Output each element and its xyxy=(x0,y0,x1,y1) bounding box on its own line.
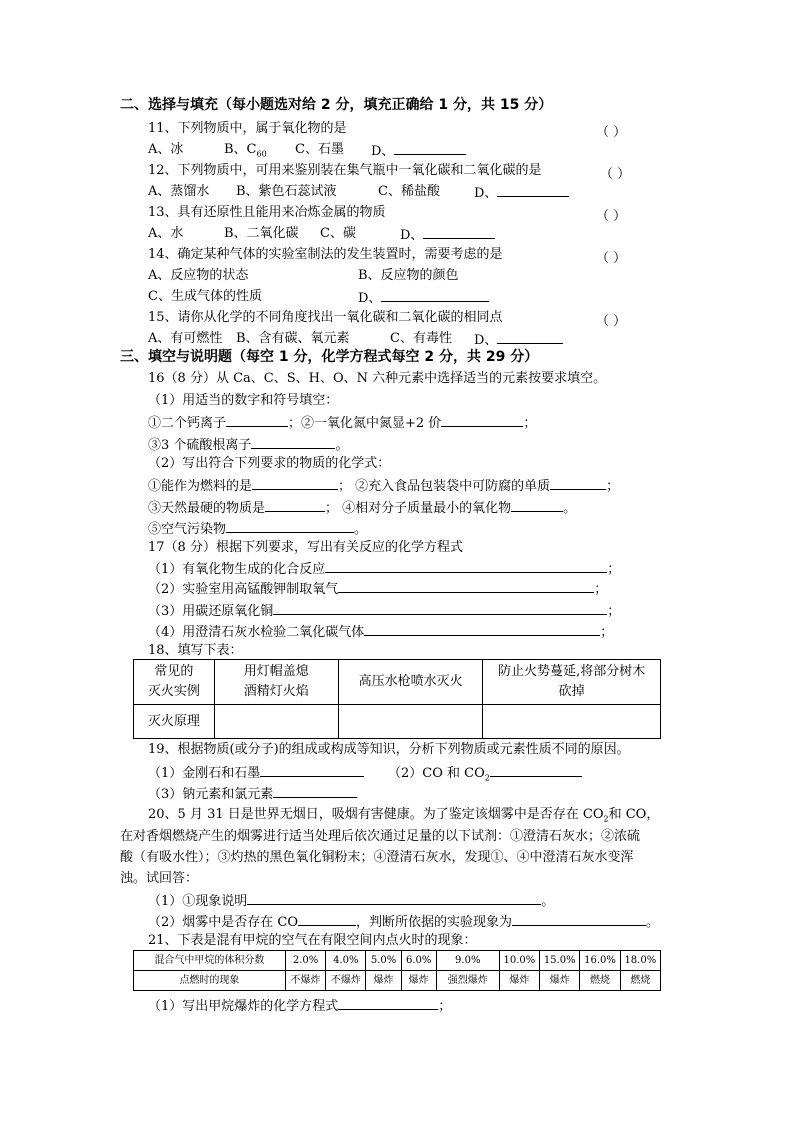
q15-blank[interactable] xyxy=(497,331,563,344)
q12-blank[interactable] xyxy=(497,184,569,197)
q11-option-d: D、 xyxy=(371,142,466,160)
q16-blank-smallest-oxide[interactable] xyxy=(511,499,563,512)
q20-part2: （2）烟雾中是否存在 CO ，判断所依据的实验现象为 。 xyxy=(148,915,660,930)
q17-line3: （3）用碳还原氧化铜 ； xyxy=(148,604,621,619)
q15-option-a: A、有可燃性 xyxy=(148,331,223,346)
q17-line4: （4）用澄清石灰水检验二氧化碳气体 ； xyxy=(148,625,614,640)
q16-blank-no-nitrogen[interactable] xyxy=(441,414,523,427)
q20-line3: 酸（有吸水性）；③灼热的黑色氧化铜粉末；④澄清石灰水，发现①、④中澄清石灰水变浑 xyxy=(120,850,634,865)
q19-blank-a[interactable] xyxy=(260,764,364,777)
q21-result: 强烈爆炸 xyxy=(436,971,499,991)
q12-answer-paren[interactable]: （ ） xyxy=(600,167,631,182)
q21-stem: 21、下表是混有甲烷的空气在有限空间内点火时的现象： xyxy=(148,933,477,948)
section-2-title: 二、选择与填充（每小题选对给 2 分，填充正确给 1 分，共 15 分） xyxy=(120,97,553,113)
q20-part1: （1）①现象说明 。 xyxy=(148,894,555,909)
q14-stem: 14、确定某种气体的实验室制法的发生装置时，需要考虑的是 xyxy=(148,247,503,262)
q19-blank-c[interactable] xyxy=(273,785,357,798)
q18-cell-principle-1[interactable] xyxy=(214,705,338,739)
q21-value: 2.0% xyxy=(285,951,325,971)
q20-line2: 在对香烟燃烧产生的烟雾进行适当处理后依次通过足量的以下试剂：①澄清石灰水；②浓硫 xyxy=(120,829,641,844)
q18-head-cut-trees: 防止火势蔓延,将部分树木 砍掉 xyxy=(483,660,661,705)
q19-blank-b[interactable] xyxy=(490,764,582,777)
q20-blank-co[interactable] xyxy=(298,913,356,926)
q17-blank-4[interactable] xyxy=(364,623,600,636)
q21-result: 燃烧 xyxy=(580,971,620,991)
q17-line1: （1）有氧化物生成的化合反应 ； xyxy=(148,562,621,577)
q17-stem: 17（8 分）根据下列要求，写出有关反应的化学方程式 xyxy=(148,540,463,555)
q21-value: 15.0% xyxy=(540,951,580,971)
q15-option-c: C、有毒性 xyxy=(390,331,452,346)
q11-stem: 11、下列物质中，属于氧化物的是 xyxy=(148,121,347,136)
q18-cell-principle-3[interactable] xyxy=(483,705,661,739)
q12-option-d: D、 xyxy=(474,184,569,202)
q21-blank-1[interactable] xyxy=(338,997,438,1010)
q21-result: 不爆炸 xyxy=(326,971,366,991)
q11-option-c: C、石墨 xyxy=(295,142,344,157)
q21-result: 爆炸 xyxy=(401,971,436,991)
q13-option-c: C、碳 xyxy=(320,226,356,241)
q16-blank-ca-ion[interactable] xyxy=(226,414,288,427)
q21-value: 9.0% xyxy=(436,951,499,971)
q16-part1-line1: ①二个钙离子 ；②一氧化氮中氮显+2 价 ； xyxy=(148,416,537,431)
q16-part1-title: （1）用适当的数字和符号填空： xyxy=(148,393,339,408)
q16-blank-preservative[interactable] xyxy=(550,477,606,490)
q16-part2-title: （2）写出符合下列要求的物质的化学式： xyxy=(148,456,391,471)
q18-head-water-gun: 高压水枪喷水灭火 xyxy=(338,660,482,705)
q18-table xyxy=(133,659,661,739)
q21-value: 10.0% xyxy=(499,951,539,971)
q13-option-d: D、 xyxy=(400,226,495,244)
q11-blank[interactable] xyxy=(394,142,466,155)
q17-blank-1[interactable] xyxy=(325,560,607,573)
q15-stem: 15、请你从化学的不同角度找出一氧化碳和二氧化碳的相同点 xyxy=(148,310,503,325)
q14-answer-paren[interactable]: （ ） xyxy=(596,251,627,266)
q21-result: 爆炸 xyxy=(540,971,580,991)
q16-blank-pollutant[interactable] xyxy=(226,520,354,533)
q13-option-b: B、二氧化碳 xyxy=(224,226,299,241)
q16-part1-line2: ③3 个硫酸根离子 。 xyxy=(148,438,349,453)
q13-option-a: A、水 xyxy=(148,226,184,241)
q21-part1: （1）写出甲烷爆炸的化学方程式 ； xyxy=(148,999,452,1014)
q18-row-principle: 灭火原理 xyxy=(134,705,215,739)
q13-blank[interactable] xyxy=(423,226,495,239)
q21-result: 爆炸 xyxy=(366,971,401,991)
q21-result: 爆炸 xyxy=(499,971,539,991)
q15-answer-paren[interactable]: （ ） xyxy=(596,314,627,329)
q14-option-b: B、反应物的颜色 xyxy=(358,268,459,283)
q21-value: 4.0% xyxy=(326,951,366,971)
q21-value: 16.0% xyxy=(580,951,620,971)
q14-option-d: D、 xyxy=(358,289,489,307)
q16-part2-line1: ①能作为燃料的是 ； ②充入食品包装袋中可防腐的单质 ； xyxy=(148,479,620,494)
q21-table xyxy=(133,950,661,991)
q21-value: 6.0% xyxy=(401,951,436,971)
q21-result: 不爆炸 xyxy=(285,971,325,991)
section-3-title: 三、填空与说明题（每空 1 分，化学方程式每空 2 分，共 29 分） xyxy=(120,349,539,365)
q21-result: 燃烧 xyxy=(620,971,660,991)
q12-stem: 12、下列物质中，可用来鉴别装在集气瓶中一氧化碳和二氧化碳的是 xyxy=(148,163,542,178)
q14-option-a: A、反应物的状态 xyxy=(148,268,249,283)
q21-value: 18.0% xyxy=(620,951,660,971)
q19-stem: 19、根据物质(或分子)的组成或构成等知识，分析下列物质或元素性质不同的原因。 xyxy=(148,742,630,757)
q12-option-c: C、稀盐酸 xyxy=(378,184,440,199)
q13-answer-paren[interactable]: （ ） xyxy=(596,209,627,224)
q16-blank-sulfate-ion[interactable] xyxy=(251,436,335,449)
q21-value: 5.0% xyxy=(366,951,401,971)
q20-line1: 20、5 月 31 日是世界无烟日，吸烟有害健康。为了鉴定该烟雾中是否存在 $CO_2$和 CO， xyxy=(148,807,660,824)
q11-option-a: A、冰 xyxy=(148,142,184,157)
q20-blank-1[interactable] xyxy=(247,892,541,905)
q16-stem: 16（8 分）从 Ca、C、S、H、O、N 六种元素中选择适当的元素按要求填空。 xyxy=(148,371,607,386)
q13-stem: 13、具有还原性且能用来冶炼金属的物质 xyxy=(148,205,386,220)
q14-option-c: C、生成气体的性质 xyxy=(148,289,262,304)
q17-blank-3[interactable] xyxy=(273,602,607,615)
q16-part2-line2: ③天然最硬的物质是 ； ④相对分子质量最小的氧化物 。 xyxy=(148,501,577,516)
q17-blank-2[interactable] xyxy=(338,580,594,593)
q20-line4: 浊。试回答： xyxy=(120,871,199,886)
q15-option-b: B、含有碳、氧元素 xyxy=(236,331,350,346)
q11-answer-paren[interactable]: （ ） xyxy=(596,125,627,140)
q17-line2: （2）实验室用高锰酸钾制取氧气 ； xyxy=(148,582,608,597)
q11-option-b: B、$C_{60}$ xyxy=(224,142,267,159)
q18-stem: 18、填写下表： xyxy=(148,643,243,658)
q21-head-fraction: 混合气中甲烷的体积分数 xyxy=(134,951,286,971)
q20-blank-evidence[interactable] xyxy=(512,913,646,926)
q16-part2-line3: ⑤空气污染物 。 xyxy=(148,522,368,537)
q18-head-lamp-cap: 用灯帽盖熄 酒精灯火焰 xyxy=(214,660,338,705)
q19-line-b: （2）CO 和 $CO_2$ xyxy=(388,764,582,787)
q12-option-a: A、蒸馏水 xyxy=(148,184,210,199)
q21-row-head: 点燃时的现象 xyxy=(134,971,286,991)
q18-head-example: 常见的 灭火实例 xyxy=(134,660,215,705)
q16-blank-fuel[interactable] xyxy=(252,477,338,490)
q18-cell-principle-2[interactable] xyxy=(338,705,482,739)
q19-line-c: （3）钠元素和氯元素 xyxy=(148,785,357,803)
q19-line-a: （1）金刚石和石墨 xyxy=(148,764,364,782)
q15-option-d: D、 xyxy=(474,331,563,349)
q16-blank-hardest[interactable] xyxy=(265,499,325,512)
q12-option-b: B、紫色石蕊试液 xyxy=(236,184,337,199)
q14-blank[interactable] xyxy=(381,289,489,302)
